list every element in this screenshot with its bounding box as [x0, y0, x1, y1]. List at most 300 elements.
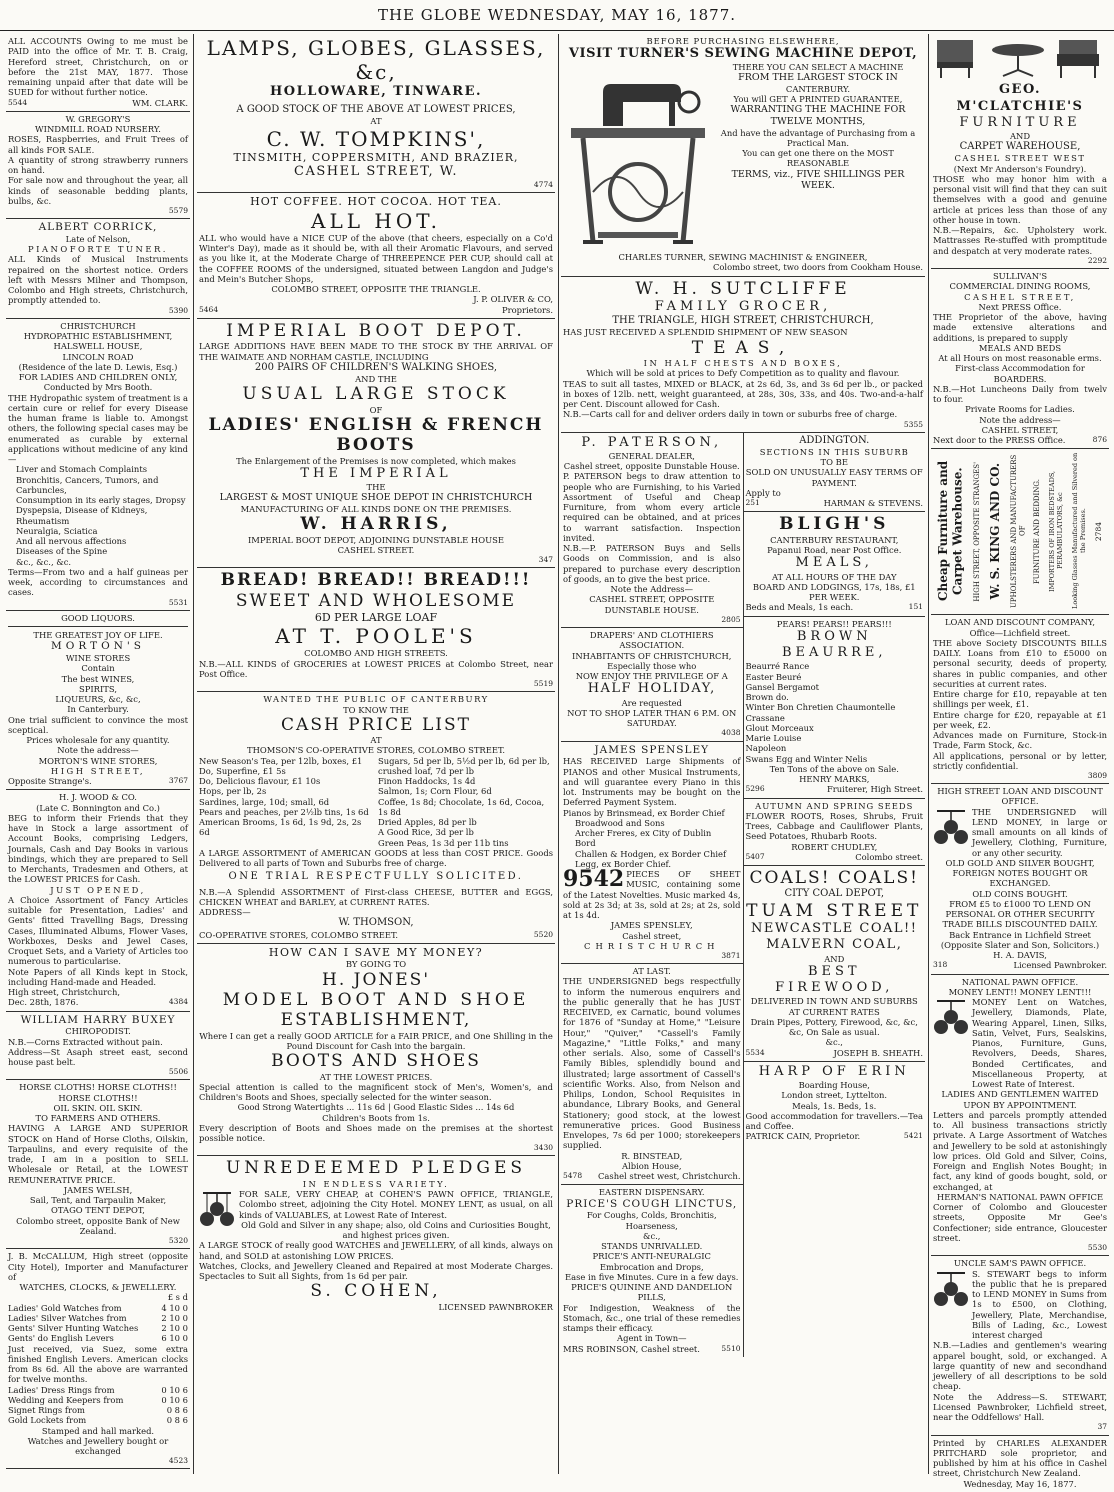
list-item: Ladies' Silver Watches from 2 10 0	[8, 1312, 188, 1323]
list-item: Neuralgia, Sciatica	[16, 525, 98, 536]
ad-title: P. PATERSON,	[581, 434, 723, 450]
ad-text: MRS ROBINSON, Cashel street.	[563, 1343, 700, 1354]
ad-subtitle: WINE STORES	[65, 653, 131, 664]
ad-title: W. GREGORY'S	[65, 113, 131, 124]
ad-text: London street, Lyttelton.	[781, 1090, 888, 1101]
ad-text: Watches and Jewellery bought or exchanged	[27, 1435, 169, 1457]
list-item: Pears and peaches, per 2½lb tins, 1s 6d	[199, 806, 369, 817]
ad-number: 347	[538, 555, 553, 565]
ad-text: N.B.—Hot Luncheons Daily from twelv to four.	[933, 383, 1107, 405]
ad-text: Embrocation and Drops,	[599, 1261, 704, 1272]
ad-title: H. J. WOOD & CO.	[59, 792, 137, 803]
ad-text: Note the Address—S. STEWART, Licensed Pawnbroker, Lichfield street, near the Oddfellows' Hall.	[933, 1391, 1107, 1423]
ad-text: Private Rooms for Ladies.	[965, 404, 1075, 415]
list-item: Easter Beuré	[745, 671, 802, 682]
list-item: &c., &c., &c.	[16, 556, 72, 567]
ad-text: Cashel street, opposite Dunstable House.	[563, 461, 740, 472]
ad-number: 5579	[168, 206, 188, 215]
ad-text: Terms—From two and a half guineas per week, according to circumstances and cases.	[8, 566, 188, 598]
ad-title: Cheap Furniture and Carpet Warehouse.	[936, 461, 966, 602]
ad-text: Looking Glasses Manufactured and Silvered on the Premises.	[1070, 453, 1087, 610]
ad-title: HOW CAN I SAVE MY MONEY?	[268, 945, 484, 959]
ad-title: HALF HOLIDAY,	[587, 681, 716, 697]
ad-text: Beds and Meals, 1s each.	[745, 602, 854, 613]
list-item: Sardines, large, 10d; small, 6d	[199, 796, 330, 807]
ad-title: C. W. TOMPKINS',	[266, 126, 486, 151]
pawnbroker-balls-icon	[199, 1189, 235, 1229]
ad-subtitle: GENERAL DEALER,	[608, 450, 695, 461]
ad-buxey	[6, 1012, 190, 1081]
ad-subtitle: CARPET WAREHOUSE,	[959, 141, 1081, 153]
ad-text: N.B.—Repairs, &c. Upholstery work. Mattrasses Re-stuffed with promptitude and despatch at very moderate rates.	[933, 225, 1107, 256]
ad-text: THOSE who may honor him with a personal visit will find that they can suit themselves with a good and genuine article at prices less than those of any other house in town.	[933, 173, 1107, 225]
ad-text: HAVING A LARGE AND SUPERIOR STOCK on Hand of Horse Cloths, Oilskin, Tarpaulins, and every requisite of the trade, I am in a position to SELL Wholesale or Retail, at the LOWEST REMUNERATIVE PRICE.	[8, 1123, 188, 1185]
ad-text: TO BE	[820, 457, 848, 468]
column-rule	[558, 34, 559, 1474]
list-item: Crassane	[745, 712, 785, 723]
ad-text: CASHEL STREET.	[337, 544, 415, 555]
ad-morton	[6, 611, 190, 791]
ad-text: NOW ENJOY THE PRIVILEGE OF A	[575, 671, 728, 682]
ad-number: 251	[745, 498, 760, 508]
ad-signature: R. BINSTEAD,	[621, 1150, 683, 1161]
ad-text: PIECES OF SHEET MUSIC, containing some of the Latest Novelties. Music marked 4s, sold at 2s 3d; at 3s, sold at 2s; at 2s, sold at 1s 4d.	[563, 869, 741, 921]
ad-text: Pianos by Brinsmead, ex Border Chief	[563, 807, 725, 818]
ad-wood	[6, 790, 190, 1011]
list-item: Broadwood and Sons	[575, 817, 665, 828]
ad-thomson	[197, 692, 555, 944]
ad-subtitle: Late of Nelson,	[65, 233, 131, 244]
ad-title: HYDROPATHIC ESTABLISHMENT,	[23, 331, 173, 342]
ad-text: MANUFACTURING OF ALL KINDS DONE ON THE PREMISES.	[240, 503, 512, 514]
ad-text: CASHEL STREET,	[981, 424, 1059, 435]
list-item: New Season's Tea, per 12lb, boxes, £1	[199, 755, 363, 766]
ad-text: You can get one there on the MOST REASONABLE	[742, 148, 894, 169]
ad-number: 4038	[721, 728, 741, 738]
ad-mclatchie	[931, 34, 1109, 269]
ad-text: Address—St Asaph street east, second house past belt.	[8, 1046, 188, 1068]
ad-text: MEALS AND BEDS	[978, 342, 1062, 353]
ad-text: HAS JUST RECEIVED A SPLENDID SHIPMENT OF NEW SEASON	[563, 327, 848, 338]
ad-text: For Coughs, Colds, Bronchitis, Hoarseness,	[586, 1210, 717, 1231]
list-item: Bord	[575, 838, 596, 849]
ad-title: ESTABLISHMENT,	[280, 1010, 472, 1031]
ad-number: 3767	[168, 776, 188, 786]
ad-text: BY GOING TO	[345, 959, 407, 970]
ad-text: N.B.—Corns Extracted without pain.	[8, 1036, 163, 1047]
ad-signature: H. A. DAVIS,	[993, 950, 1047, 961]
ad-title: DRAPERS' AND CLOTHIERS ASSOCIATION.	[589, 630, 714, 651]
ad-number: 4774	[533, 180, 553, 190]
ad-text: THE Proprietor of the above, having made extensive alterations and additions, is prepared to supply	[933, 312, 1107, 343]
ad-text: TO KNOW THE	[343, 704, 409, 715]
ad-text: Drain Pipes, Pottery, Firewood, &c, &c, &c, On Sale as usual.	[750, 1016, 918, 1038]
ad-text: BOARDERS.	[993, 373, 1047, 384]
ad-text: Note Papers of all Kinds kept in Stock, including Hand-made and Headed.	[8, 966, 188, 987]
ad-number: 5519	[533, 679, 553, 689]
ad-number: 5531	[168, 597, 188, 607]
ad-text: J. B. McCALLUM, High street (opposite City Hotel), Importer and Manufacturer of	[8, 1251, 188, 1282]
ad-subtitle: INHABITANTS OF CHRISTCHURCH,	[572, 650, 732, 661]
imprint-text: Printed by CHARLES ALEXANDER PRITCHARD sole proprietor, and published by him at his office in Cashel street, Christchurch New Zealand.	[933, 1437, 1107, 1479]
ad-text: £ s d	[167, 1292, 188, 1303]
ad-text: AT ALL HOURS OF THE DAY	[771, 571, 897, 582]
ad-subtitle: PRICE'S QUININE AND DANDELION PILLS,	[571, 1282, 733, 1303]
ad-title: IMPERIAL BOOT DEPOT.	[226, 320, 526, 341]
ad-text: Colombo street.	[855, 851, 923, 862]
ad-text: FLOWER ROOTS, Roses, Shrubs, Fruit Trees, Cabbage and Cauliflower Plants, Seed Potatoes, Rhubarb Roots.	[745, 810, 923, 842]
ad-text: Stamped and hall marked.	[41, 1425, 155, 1436]
ad-text: STANDS UNRIVALLED.	[601, 1241, 703, 1252]
ad-text: WARRANTING THE MACHINE FOR	[730, 104, 906, 116]
ad-title: WANTED THE PUBLIC OF CANTERBURY	[263, 694, 489, 705]
ad-title: UNCLE SAM'S PAWN OFFICE.	[953, 1258, 1087, 1269]
ad-title: BREAD! BREAD!! BREAD!!!	[220, 570, 532, 591]
ad-title: HORSE CLOTHS! HORSE CLOTHS!!	[19, 1082, 177, 1093]
ad-subtitle: TO FARMERS AND OTHERS.	[35, 1113, 161, 1124]
ad-text: One trial sufficient to convince the most sceptical.	[8, 714, 188, 735]
ad-number: 5390	[168, 305, 188, 315]
ad-text: IMPERIAL BOOT DEPOT, ADJOINING DUNSTABLE HOUSE	[247, 534, 504, 545]
ad-title: TUAM STREET	[746, 900, 923, 921]
ad-title: BROWN BEAURRE,	[781, 628, 887, 661]
ad-number: 5530	[1087, 1243, 1107, 1253]
ad-text: Prices wholesale for any quantity.	[26, 735, 170, 746]
ad-bligh	[744, 512, 926, 616]
ad-title: SULLIVAN'S	[992, 271, 1048, 282]
ad-title: W. HARRIS,	[300, 514, 452, 535]
list-item: Wedding and Keepers from 0 10 6	[8, 1394, 188, 1405]
ad-text: (Next Mr Anderson's Foundry).	[953, 163, 1087, 174]
ad-title: SWEET AND WHOLESOME	[235, 590, 517, 611]
ad-text: LICENSED PAWNBROKER	[438, 1301, 553, 1312]
ad-signature: JOSEPH B. SHEATH.	[833, 1047, 923, 1058]
imprint	[931, 1436, 1109, 1492]
ad-text: FURNITURE AND BEDDING.	[1033, 478, 1042, 584]
ad-text: THE UNDERSIGNED will LEND MONEY, in large or small amounts on all kinds of Jewellery, Clothing, Furniture, or any other security.	[972, 806, 1107, 858]
ad-text: Apply to	[745, 487, 781, 498]
ad-text: N.B.—ALL KINDS of GROCERIES at LOWEST PRICES at Colombo Street, near Post Office.	[199, 658, 553, 679]
column-4	[931, 34, 1109, 1489]
list-item: A Good Rice, 3d per lb	[378, 827, 474, 838]
ad-title: HIGH STREET LOAN AND DISCOUNT OFFICE.	[937, 786, 1103, 807]
ad-text: ALL Kinds of Musical Instruments repaired on the shortest notice. Orders left with Messrs Milner and Thompson, Colombo and High streets, Christchurch, promptly attended to.	[8, 254, 188, 306]
ad-text: SECTIONS IN THIS SUBURB	[759, 446, 909, 457]
ad-text: At all Hours on most reasonable erms.	[938, 353, 1102, 364]
ad-text: Albion House,	[621, 1160, 682, 1171]
ad-number: 5296	[745, 784, 765, 794]
ad-text: NOT TO SHOP LATER THAN 6 P.M. ON SATURDAY.	[567, 707, 737, 729]
ad-text: Colombo street, two doors from Cookham House.	[712, 262, 923, 273]
list-item: Diseases of the Spine	[16, 546, 108, 557]
ad-subtitle: WINDMILL ROAD NURSERY.	[35, 124, 161, 134]
ad-text: BOARD AND LODGINGS, 17s, 18s, £1 PER WEEK.	[752, 581, 916, 603]
ad-text: Especially those who	[607, 660, 697, 671]
ad-subtitle: 6D PER LARGE LOAF	[314, 611, 438, 625]
ad-text: LARGE ADDITIONS HAVE BEEN MADE TO THE STOCK BY THE ARRIVAL OF THE WAIMATE AND NORHAM CASTLE, INCLUDING	[199, 341, 553, 362]
column-3	[561, 34, 925, 1474]
ad-text: COLOMBO AND HIGH STREETS.	[304, 648, 448, 659]
ad-title: BEST FIREWOOD,	[775, 963, 894, 996]
ad-spensley	[561, 742, 743, 965]
ad-text: THE	[366, 482, 386, 493]
ad-text: Advances made on Furniture, Stock-in Trade, Farm Stock, &c.	[933, 730, 1107, 751]
ad-number: 2784	[1094, 521, 1104, 541]
list-item: Marie Louise	[745, 733, 802, 744]
ad-text: LARGEST & MOST UNIQUE SHOE DEPOT IN CHRISTCHURCH	[219, 492, 533, 504]
ad-corrick	[6, 219, 190, 319]
ad-title: CASH PRICE LIST	[281, 714, 471, 735]
ad-title: AT LAST.	[632, 966, 671, 977]
ad-sullivan	[931, 269, 1109, 449]
ad-text: N.B.—P. PATERSON Buys and Sells Goods on Commission, and is also prepared to purchase every description of goods, an to give the best price.	[563, 543, 741, 584]
list-item: Sugars, 5d per lb, 5½d per lb, 6d per lb,	[378, 755, 550, 766]
ad-text: The best WINES,	[61, 673, 135, 684]
ad-signature: JAMES WELSH,	[63, 1184, 133, 1195]
list-item: Gents' do English Levers 6 10 0	[8, 1333, 188, 1344]
ad-text: DELIVERED IN TOWN AND SUBURBS AT CURRENT RATES	[750, 996, 918, 1017]
ad-text: Good Strong Watertights ... 11s 6d | Good Elastic Sides ... 14s 6d	[237, 1102, 515, 1113]
ad-title: MEALS,	[795, 555, 873, 571]
ad-dispensary	[561, 1185, 743, 1357]
ad-signature: CHARLES TURNER, SEWING MACHINIST & ENGINEER,	[618, 252, 868, 263]
ad-text: COLOMBO STREET, OPPOSITE THE TRIANGLE.	[271, 284, 481, 295]
ad-text: CANTERBURY.	[785, 83, 851, 94]
ad-text: Next PRESS Office.	[978, 301, 1062, 312]
ad-subtitle: JUST OPENED,	[50, 884, 146, 895]
ad-text: A LARGE STOCK of really good WATCHES and JEWELLERY, of all kinds, always on hand, and SOLD at astonishing LOW PRICES.	[199, 1240, 553, 1261]
ad-text: Are requested	[621, 697, 682, 708]
ad-text: Contain	[81, 663, 115, 674]
ad-number: 5355	[903, 419, 923, 429]
ad-number: 5510	[721, 1343, 741, 1353]
ad-title: LOAN AND DISCOUNT COMPANY,	[944, 617, 1096, 628]
ad-text: CHRISTCHURCH	[584, 940, 720, 951]
ad-number: 3809	[1087, 771, 1107, 781]
ad-text: Proprietors.	[501, 304, 553, 315]
ad-text: Corner of Colombo and Gloucester streets, Opposite Mr Gee's Confectioner; side entrance, Gloucester street.	[933, 1202, 1107, 1243]
list-item: Ladies' Dress Rings from 0 10 6	[8, 1384, 188, 1395]
ad-number: 2292	[1087, 255, 1107, 265]
ad-text: THERE YOU CAN SELECT A MACHINE	[732, 62, 904, 73]
ad-text: For sale now and throughout the year, all kinds of seasonable bedding plants, bulbs, &c.	[8, 175, 188, 206]
ad-signature: ROBERT CHUDLEY,	[791, 841, 878, 852]
furniture-illustration-icon	[933, 36, 1103, 80]
ad-subtitle: CASHEL STREET WEST	[954, 153, 1086, 164]
list-item: Finon Haddocks, 1s 4d	[378, 776, 476, 787]
ad-text: MORTON'S WINE STORES,	[38, 755, 158, 766]
ad-hydropathic	[6, 319, 190, 611]
ad-mccallum	[6, 1249, 190, 1469]
ad-text: P. PATERSON begs to draw attention to people who are Furnishing, to his Varied Assortment of Useful and Cheap Furniture, from whom every article required can be obtained, and at prices to warrant satisfaction. Inspection invited.	[563, 471, 741, 543]
ad-subtitle: (Residence of the late D. Lewis, Esq.)	[18, 361, 178, 372]
ad-text: Good accommodation for travellers.—Tea and Coffee.	[745, 1110, 923, 1132]
ad-text: Cashel street,	[622, 930, 682, 941]
ad-text: And have the advantage of Purchasing from a	[720, 127, 916, 138]
ad-signature: HARMAN & STEVENS.	[823, 498, 923, 509]
ad-subtitle: FOR LADIES AND CHILDREN ONLY,	[18, 372, 178, 383]
list-item: Gents' Silver Hunting Watches 2 10 0	[8, 1323, 188, 1334]
ad-text: 200 PAIRS OF CHILDREN'S WALKING SHOES,	[254, 361, 498, 373]
list-item: Ladies' Gold Watches from 4 10 0	[8, 1302, 188, 1313]
list-item: Do, Superfine, £1 5s	[199, 765, 286, 776]
ad-title: COMMERCIAL DINING ROOMS,	[949, 281, 1091, 292]
list-item: Beaurré Rance	[745, 661, 810, 672]
ad-chudley	[744, 799, 926, 867]
ad-addington	[744, 433, 926, 513]
ad-text: All applications, personal or by letter, strictly confidential.	[933, 750, 1107, 771]
ad-title: HALSWELL HOUSE,	[53, 341, 143, 352]
ad-text: Dec. 28th, 1876.	[8, 997, 79, 1008]
ad-text: OLD COINS BOUGHT.	[972, 888, 1068, 899]
ad-text: BEG to inform their Friends that they have in Stock a large assortment of Account Books, comprising Ledgers, Journals, Cash and Day Books in various bindings, which they are prepared to Sell to Merchants, Tradesmen and Others, at the LOWEST PRICES for Cash.	[8, 812, 188, 885]
list-item: Coffee, 1s 8d; Chocolate, 1s 6d, Cocoa, 1s 8d	[378, 796, 545, 817]
ad-signature: S. COHEN,	[310, 1281, 442, 1302]
ad-title: GOOD LIQUORS.	[61, 612, 135, 623]
list-item: Signet Rings from 0 8 6	[8, 1405, 188, 1416]
list-item: Archer Freres, ex City of Dublin	[575, 828, 712, 839]
ad-cain	[744, 1062, 926, 1145]
ad-subtitle: THE GREATEST JOY OF LIFE.	[8, 626, 188, 640]
ad-text: TERMS, viz., FIVE SHILLINGS PER	[731, 168, 905, 180]
ad-subtitle: CITY COAL DEPOT,	[784, 888, 885, 900]
ad-text: N.B.—Ladies and gentlemen's wearing apparel bought, sold, or exchanged. A large quantity of new and secondhand jewellery of all descriptions to be sold cheap.	[933, 1340, 1107, 1392]
ad-title: 9542	[563, 866, 625, 893]
ad-number: 37	[1097, 1422, 1107, 1432]
ad-signature: J. P. OLIVER & CO,	[473, 294, 553, 305]
ad-text: LIQUEURS, &c, &c,	[55, 694, 141, 705]
ad-text: TWELVE MONTHS,	[770, 116, 866, 128]
ad-subtitle: OIL SKIN. OIL SKIN.	[53, 1102, 143, 1113]
ad-title: ADDINGTON.	[799, 434, 870, 446]
ad-text: Where I can get a really GOOD ARTICLE for a FAIR PRICE, and One Shilling in the Pound Discount for Cash into the bargain.	[199, 1030, 553, 1051]
ad-subtitle: THE IMPERIAL	[300, 465, 452, 481]
ad-oliver	[197, 193, 555, 318]
ad-text: ADDRESS—	[199, 907, 251, 918]
ad-text: SPIRITS,	[79, 683, 117, 694]
ad-text: For Indigestion, Weakness of the Stomach, &c., one trial of these remedies stamps their efficacy.	[563, 1302, 741, 1334]
ad-text: TEAS to suit all tastes, MIXED or BLACK, at 2s 6d, 3s, and 3s 6d per lb., or packed in boxes of 12lb. nett, weight guaranteed, at 28s, 30s, 33s, and 40s. Two-and-a-half per Cent. Discount allowed for Cash.	[563, 378, 923, 410]
ad-subtitle: CHIROPODIST.	[65, 1026, 131, 1037]
column-1	[6, 34, 190, 1474]
ad-sutcliffe	[561, 277, 925, 433]
ad-text: Boarding House,	[798, 1080, 870, 1091]
ad-signature: PATRICK CAIN, Proprietor.	[745, 1131, 861, 1142]
ad-title: GEO. M'CLATCHIE'S	[956, 82, 1084, 114]
ad-subtitle: ONE TRIAL RESPECTFULLY SOLICITED.	[228, 871, 524, 883]
ad-number: 876	[1092, 435, 1107, 445]
ad-number: 5520	[533, 929, 553, 939]
list-item: Swans Egg and Winter Nelis	[745, 753, 868, 764]
ad-signature: WM. CLARK.	[132, 97, 188, 108]
ad-text: Back Entrance in Lichfield Street	[949, 929, 1091, 940]
imprint-date: Wednesday, May 16, 1877.	[963, 1478, 1077, 1489]
ad-text: AND THE	[355, 373, 397, 384]
ad-harris	[197, 319, 555, 568]
ad-signature: W. THOMSON,	[338, 917, 414, 929]
list-item: Consumption in its early stages, Dropsy	[16, 495, 186, 506]
ad-poole	[197, 568, 555, 692]
ad-text: Old Gold and Silver in any shape; also, old Coins and Curiosities Bought, and highest prices given.	[241, 1219, 551, 1241]
ad-title: W. S. KING AND CO.	[988, 463, 1002, 600]
ad-title: HOLLOWARE, TINWARE.	[269, 84, 483, 99]
ad-title: JAMES SPENSLEY	[594, 743, 710, 756]
ad-text: OLD GOLD AND SILVER BOUGHT, FOREIGN NOTES BOUGHT OR EXCHANGED.	[945, 857, 1095, 889]
pawnbroker-balls-icon	[933, 807, 969, 847]
ad-subtitle: Conducted by Mrs Booth.	[43, 382, 153, 393]
ad-title: PRICE'S COUGH LINCTUS,	[566, 1197, 738, 1210]
ad-text: FOR SALE, VERY CHEAP, at COHEN'S PAWN OFFICE, TRIANGLE, Colombo street, adjoining the City Hotel. MONEY LENT, as usual, on all kinds of VALUABLES, at Lowest Rate of Interest.	[239, 1189, 553, 1220]
ad-paterson	[561, 433, 743, 628]
ad-text: Special attention is called to the magnificent stock of Men's, Women's, and Children's Boots and Shoes, specially selected for the winter season.	[199, 1081, 553, 1103]
ad-text: HIGH STREET,	[50, 765, 146, 776]
ad-text: Meals, 1s. Beds, 1s.	[792, 1100, 877, 1111]
ad-title: BOOTS AND SHOES	[271, 1051, 481, 1072]
ad-text: &c.,	[643, 1230, 661, 1241]
ad-text: Note the address—	[979, 414, 1061, 425]
ad-title: WILLIAM HARRY BUXEY	[20, 1013, 176, 1026]
ad-text: First-class Accommodation for	[955, 363, 1085, 374]
list-item: Gansel Bergamot	[745, 681, 819, 692]
ad-number: 5534	[745, 1047, 765, 1057]
ad-subtitle: LINCOLN ROAD	[62, 351, 134, 362]
ad-subtitle: THE TRIANGLE, HIGH STREET, CHRISTCHURCH,	[612, 315, 874, 327]
ad-number: 4523	[168, 1456, 188, 1466]
ad-text: TINSMITH, COPPERSMITH, AND BRAZIER,	[233, 150, 519, 164]
ad-title: WATCHES, CLOCKS, & JEWELLERY.	[19, 1282, 177, 1293]
ad-text: Which will be sold at prices to Defy Competition as to quality and flavour.	[586, 368, 900, 379]
ad-text: TRADE BILLS DISCOUNTED DAILY.	[942, 919, 1098, 930]
ad-subtitle: HERMAN'S NATIONAL PAWN OFFICE	[936, 1191, 1104, 1202]
ad-binstead	[561, 964, 743, 1185]
ad-number: 5478	[563, 1171, 583, 1181]
ad-text: Entire charge for £20, repayable at £1 per week, £2.	[933, 709, 1107, 730]
ad-title: H. JONES'	[322, 969, 430, 990]
ad-title: ALBERT CORRICK,	[38, 221, 158, 234]
ad-number: 5320	[168, 1236, 188, 1246]
ad-jones	[197, 944, 555, 1157]
ad-text: FROM £5 to £1000 TO LEND ON PERSONAL OR OTHER SECURITY	[945, 898, 1095, 920]
ad-subtitle: CANTERBURY RESTAURANT,	[770, 534, 899, 545]
price-list	[199, 756, 553, 848]
ad-subtitle: IN HALF CHESTS AND BOXES,	[643, 358, 843, 369]
list-item: Brown do.	[745, 692, 789, 703]
list-item: Challen & Hodgen, ex Border Chief	[575, 848, 727, 859]
pawnbroker-balls-icon	[933, 997, 969, 1037]
ad-text: A GOOD STOCK OF THE ABOVE AT LOWEST PRICES,	[236, 104, 516, 116]
ad-tompkins	[197, 34, 555, 193]
ad-signature: HENRY MARKS,	[799, 774, 870, 785]
ad-text: &c.,	[825, 1037, 843, 1048]
ad-title: BEFORE PURCHASING ELSEWHERE,	[646, 36, 840, 46]
ad-title: CHRISTCHURCH	[60, 320, 136, 331]
ad-number: 318	[933, 960, 948, 970]
ad-text: The Enlargement of the Premises is now completed, which makes	[236, 455, 516, 466]
ad-text: UPHOLSTERERS AND MANUFACTURERS OF	[1009, 454, 1027, 608]
ad-title: USUAL LARGE STOCK	[242, 384, 510, 405]
ad-text: Just received, via Suez, some extra finished English Levers. American clocks from 8s 6d. All the above are warranted for twelve months.	[8, 1343, 188, 1385]
ad-text: AND	[824, 953, 845, 964]
ad-text: You will GET A PRINTED GUARANTEE,	[733, 94, 903, 105]
list-item: Liver and Stomach Complaints	[16, 464, 147, 475]
ad-title: UNREDEEMED PLEDGES	[225, 1158, 527, 1179]
ad-text: IMPORTERS OF IRON BEDSTEADS, PERAMBULATORS, &c	[1047, 470, 1064, 592]
ad-text: A quantity of strong strawberry runners on hand.	[8, 154, 188, 175]
ad-loan-company	[931, 615, 1109, 784]
ad-text: Children's Boots from 1s.	[322, 1112, 430, 1123]
ad-subtitle: (Late C. Bonnington and Co.)	[36, 802, 160, 813]
ad-text: Entire charge for £10, repayable at ten shillings per week, £1.	[933, 689, 1107, 710]
